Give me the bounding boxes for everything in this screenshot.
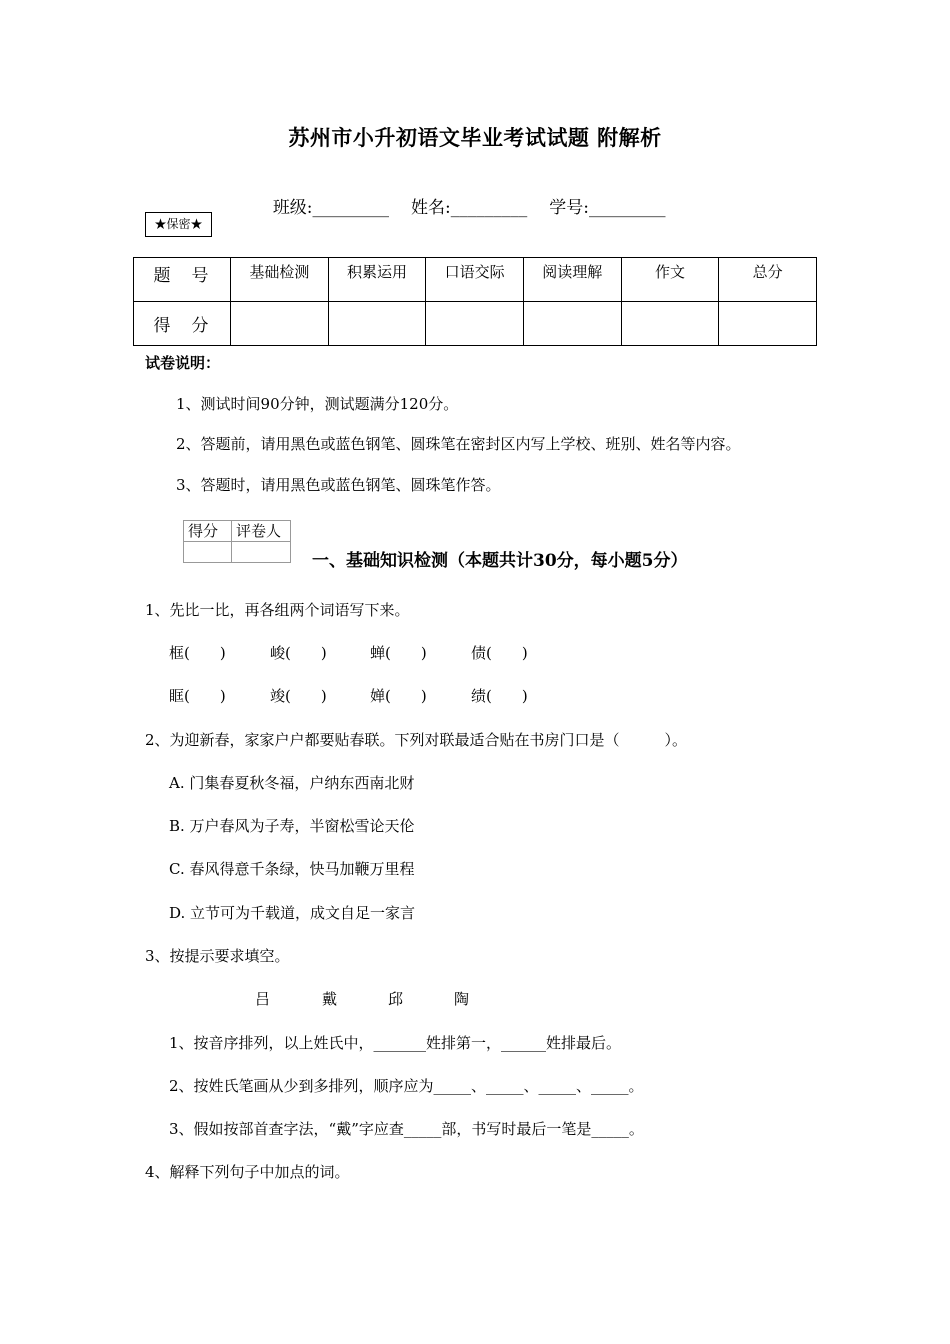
q2-option: D. 立节可为千载道，成文自足一家言 [169,904,416,922]
class-field: 班级:_________ [272,198,390,218]
grader-name-label: 评卷人 [232,521,291,542]
q1-word-pair: 绩( ) [471,687,528,705]
q1-word-pair: 峻( ) [270,644,327,662]
instruction-item: 1、测试时间90分钟，测试题满分120分。 [176,395,459,413]
grader-score-label: 得分 [184,521,232,542]
score-table-header: 作文 [621,258,719,302]
q1-word-pair: 眶( ) [169,687,226,705]
student-info [262,173,666,218]
q3-surname: 邱 [388,990,404,1008]
q3-sub-question: 1、按音序排列，以上姓氏中，_______姓排第一，______姓排最后。 [169,1034,622,1052]
question-3-stem: 3、按提示要求填空。 [145,947,290,965]
confidential-stamp: ★保密★ [145,212,212,237]
question-2-stem: 2、为迎新春，家家户户都要贴春联。下列对联最适合贴在书房门口是（ ）。 [145,731,688,749]
q2-option: B. 万户春风为子寿，半窗松雪论天伦 [169,817,415,835]
score-table-header: 口语交际 [426,258,524,302]
q3-surname: 吕 [255,990,271,1008]
q1-word-pair: 债( ) [471,644,528,662]
score-cell [328,302,426,346]
page-title: 苏州市小升初语文毕业考试试题 附解析 [288,125,662,150]
q2-option: C. 春风得意千条绿，快马加鞭万里程 [169,860,415,878]
score-table-score-row [134,302,817,346]
grader-score-cell [184,542,232,563]
section-title: 一、基础知识检测（本题共计30分，每小题5分） [312,551,688,571]
score-table [133,257,817,346]
score-table-header: 基础检测 [231,258,329,302]
instructions-heading: 试卷说明： [145,354,221,372]
q3-surname: 陶 [454,990,470,1008]
q3-sub-question: 3、假如按部首查字法，“戴”字应查_____部，书写时最后一笔是_____。 [169,1120,644,1138]
q2-option: A. 门集春夏秋冬福，户纳东西南北财 [169,774,415,792]
q1-word-pair: 竣( ) [270,687,327,705]
student-id-field: 学号:_________ [549,198,666,218]
score-cell [621,302,719,346]
q1-word-pair: 框( ) [169,644,226,662]
score-row-label: 得 分 [134,302,231,346]
q3-sub-question: 2、按姓氏笔画从少到多排列，顺序应为_____、_____、_____、_____。 [169,1077,644,1095]
name-field: 姓名:_________ [411,198,528,218]
score-cell [719,302,817,346]
grader-name-cell [232,542,291,563]
q1-word-pair: 蝉( ) [370,644,427,662]
q1-word-pair: 婵( ) [370,687,427,705]
score-table-header: 积累运用 [328,258,426,302]
q3-surname: 戴 [322,990,338,1008]
question-4-stem: 4、解释下列句子中加点的词。 [145,1163,350,1181]
instruction-item: 3、答题时，请用黑色或蓝色钢笔、圆珠笔作答。 [176,476,501,494]
score-table-header: 题 号 [134,258,231,302]
score-cell [523,302,621,346]
question-1-stem: 1、先比一比，再各组两个词语写下来。 [145,601,410,619]
instruction-item: 2、答题前，请用黑色或蓝色钢笔、圆珠笔在密封区内写上学校、班别、姓名等内容。 [176,435,741,453]
score-table-header: 阅读理解 [523,258,621,302]
score-cell [231,302,329,346]
grader-box [183,520,291,563]
score-table-header: 总分 [719,258,817,302]
score-cell [426,302,524,346]
score-table-header-row [134,258,817,302]
